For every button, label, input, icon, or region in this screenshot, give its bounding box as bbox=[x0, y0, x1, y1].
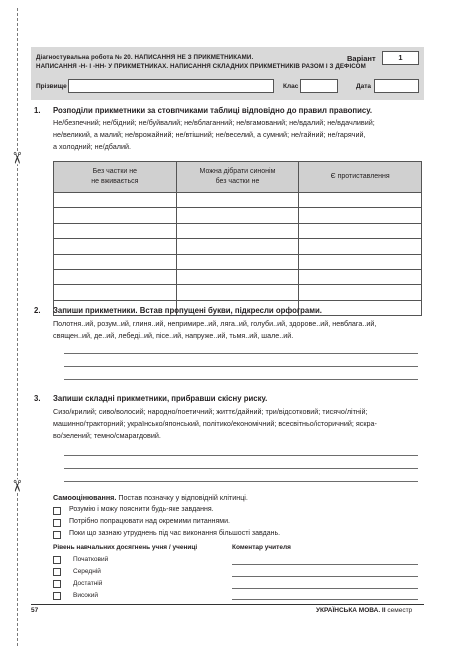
scissors-icon: ✂ bbox=[7, 479, 25, 493]
page-number: 57 bbox=[31, 607, 39, 614]
table-cell[interactable] bbox=[54, 269, 177, 284]
table-cell[interactable] bbox=[299, 208, 422, 223]
footer-semester: семестр bbox=[387, 607, 413, 614]
level-checkbox[interactable] bbox=[53, 556, 61, 564]
level-checkbox[interactable] bbox=[53, 580, 61, 588]
variant-label: Варіант bbox=[347, 54, 376, 63]
table-cell[interactable] bbox=[299, 239, 422, 254]
writing-line[interactable] bbox=[64, 366, 418, 367]
level-checkbox[interactable] bbox=[53, 592, 61, 600]
comment-line[interactable] bbox=[232, 564, 418, 565]
self-assessment-title-rest: Постав позначку у відповідній клітинці. bbox=[116, 493, 248, 502]
task-1-title: Розподіли прикметники за стовпчиками таблиці відповідно до правил правопису. bbox=[53, 106, 373, 115]
table-cell[interactable] bbox=[176, 269, 299, 284]
levels-header: Рівень навчальних досягнень учня / учениці bbox=[53, 544, 198, 551]
table-cell[interactable] bbox=[176, 285, 299, 300]
title-line-1: Діагностувальна робота № 20. НАПИСАННЯ НЕ З ПРИКМЕТНИКАМИ. bbox=[36, 54, 254, 61]
table-cell[interactable] bbox=[176, 239, 299, 254]
date-field[interactable] bbox=[374, 79, 419, 93]
level-label: Високий bbox=[73, 592, 99, 599]
task-2-line: Полотня..ий, розум..ий, глиня..ий, непримире..ий, ляга..ий, голуби..ий, здорове..ий, невблага..ий, bbox=[53, 319, 377, 328]
table-row bbox=[54, 269, 422, 284]
table-cell[interactable] bbox=[176, 223, 299, 238]
table-cell[interactable] bbox=[299, 285, 422, 300]
cut-line bbox=[17, 8, 18, 646]
writing-line[interactable] bbox=[64, 468, 418, 469]
sorting-table bbox=[53, 161, 422, 316]
column-header-no-without-ne bbox=[54, 162, 177, 193]
table-cell[interactable] bbox=[54, 239, 177, 254]
self-check-option: Потрібно попрацювати над окремими питаннями. bbox=[69, 518, 230, 525]
footer-subject bbox=[316, 607, 412, 614]
class-label: Клас bbox=[283, 83, 299, 90]
table-row bbox=[54, 223, 422, 238]
surname-field[interactable] bbox=[68, 79, 274, 93]
comment-line[interactable] bbox=[232, 576, 418, 577]
task-1-line: Не/безпечний; не/бідний; не/буйвалий; не/вблаганний; не/вгамований; не/вдалий; не/вдачливий; bbox=[53, 118, 375, 127]
comment-line[interactable] bbox=[232, 588, 418, 589]
self-assessment-title bbox=[53, 493, 248, 502]
task-3-line: Сизо/крилий; сиво/волосий; народно/поетичний; життє/дайний; три/відсотковий; тисячо/літній; bbox=[53, 407, 368, 416]
task-3-number: 3. bbox=[34, 394, 41, 403]
task-2-title: Запиши прикметники. Встав пропущені букви, підкресли орфограми. bbox=[53, 306, 322, 315]
column-header-synonym bbox=[176, 162, 299, 193]
table-cell[interactable] bbox=[54, 285, 177, 300]
scissors-icon: ✂ bbox=[7, 151, 25, 165]
task-1-line: не/великий, а малий; не/врожайний; не/втішний; не/веселий, а сумний; не/гайний; не/гарячий, bbox=[53, 130, 366, 139]
table-cell[interactable] bbox=[54, 254, 177, 269]
header-line: Є протиставлення bbox=[330, 173, 390, 180]
task-3-line: машинно/тракторний; українсько/японський, політико/економічний; всесвітньо/історичний; яскра- bbox=[53, 419, 377, 428]
variant-field[interactable]: 1 bbox=[382, 51, 419, 65]
header-line: не вживається bbox=[91, 178, 139, 185]
task-1-line: а холодний; не/дбалий. bbox=[53, 142, 131, 151]
writing-line[interactable] bbox=[64, 353, 418, 354]
footer-divider bbox=[31, 604, 424, 605]
worksheet-header bbox=[31, 47, 424, 100]
writing-line[interactable] bbox=[64, 481, 418, 482]
task-2-text bbox=[53, 318, 423, 342]
table-cell[interactable] bbox=[54, 208, 177, 223]
task-2-line: священ..ий, де..ий, лебеді..ий, пісе..ий, напруже..ий, тьмя..ий, шале..ий. bbox=[53, 331, 294, 340]
level-checkbox[interactable] bbox=[53, 568, 61, 576]
column-header-contrast bbox=[299, 162, 422, 193]
table-cell[interactable] bbox=[54, 223, 177, 238]
task-2-number: 2. bbox=[34, 306, 41, 315]
table-cell[interactable] bbox=[299, 269, 422, 284]
table-row bbox=[54, 254, 422, 269]
self-check-checkbox[interactable] bbox=[53, 507, 61, 515]
header-line: Без частки не bbox=[92, 168, 138, 175]
header-line: без частки не bbox=[215, 178, 260, 185]
self-check-option: Розумію і можу пояснити будь-яке завдання. bbox=[69, 506, 214, 513]
table-cell[interactable] bbox=[176, 208, 299, 223]
self-check-checkbox[interactable] bbox=[53, 531, 61, 539]
header-line: Можна дібрати синонім bbox=[199, 168, 276, 175]
table-cell[interactable] bbox=[299, 223, 422, 238]
table-cell[interactable] bbox=[299, 254, 422, 269]
footer-subject-name: УКРАЇНСЬКА МОВА. II bbox=[316, 607, 386, 614]
writing-line[interactable] bbox=[64, 455, 418, 456]
task-3-text bbox=[53, 406, 423, 442]
self-assessment-title-bold: Самооцінювання. bbox=[53, 493, 117, 502]
level-label: Середній bbox=[73, 568, 101, 575]
comment-header: Коментар учителя bbox=[232, 544, 291, 551]
date-label: Дата bbox=[356, 83, 372, 90]
comment-line[interactable] bbox=[232, 599, 418, 600]
level-label: Початковий bbox=[73, 556, 109, 563]
table-row bbox=[54, 193, 422, 208]
table-cell[interactable] bbox=[176, 254, 299, 269]
self-check-checkbox[interactable] bbox=[53, 519, 61, 527]
table-row bbox=[54, 239, 422, 254]
self-check-option: Поки що зазнаю утруднень під час виконання більшості завдань. bbox=[69, 530, 281, 537]
table-cell[interactable] bbox=[176, 193, 299, 208]
writing-line[interactable] bbox=[64, 379, 418, 380]
task-3-line: во/зелений; темно/смарагдовий. bbox=[53, 431, 161, 440]
task-3-title: Запиши складні прикметники, прибравши скісну риску. bbox=[53, 394, 268, 403]
table-cell[interactable] bbox=[299, 193, 422, 208]
task-1-number: 1. bbox=[34, 106, 41, 115]
table-row bbox=[54, 285, 422, 300]
surname-label: Прізвище bbox=[36, 83, 67, 90]
table-row bbox=[54, 208, 422, 223]
task-1-text bbox=[53, 117, 423, 153]
class-field[interactable] bbox=[300, 79, 338, 93]
title-line-2: НАПИСАННЯ -Н- І -НН- У ПРИКМЕТНИКАХ. НАПИСАННЯ СКЛАДНИХ ПРИКМЕТНИКІВ РАЗОМ І З ДЕФІСОМ bbox=[36, 63, 366, 70]
level-label: Достатній bbox=[73, 580, 103, 587]
table-cell[interactable] bbox=[54, 193, 177, 208]
